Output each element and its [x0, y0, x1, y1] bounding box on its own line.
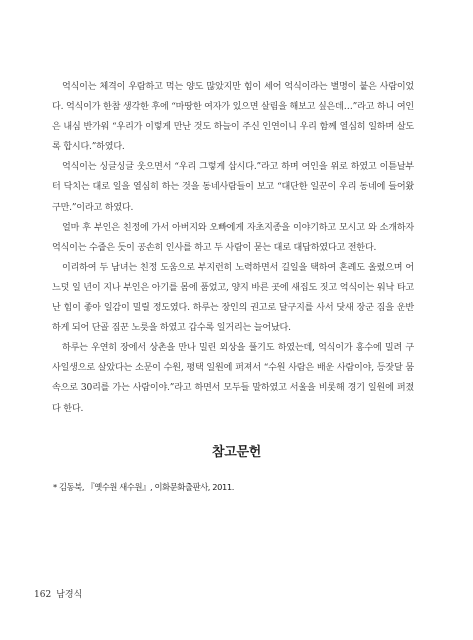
paragraph: 얼마 후 부인은 친정에 가서 아버지와 오빠에게 자초지종을 이야기하고 모시고 와 소개하자 억식이는 수줍은 듯이 공손히 인사를 하고 두 사람이 묻는 대로 대답하였다고 전한다. [52, 222, 414, 253]
paragraph: 억식이는 싱글싱글 웃으면서 “우리 그렇게 삽시다.”라고 하며 여인을 위로 하였고 이튿날부터 닥치는 대로 일을 열심히 하는 것을 동네사람들이 보고 “대단한 일꾼이 우리 동네에 들어왔구만.”이라고 하였다. [52, 162, 414, 213]
running-title: 남경식 [56, 590, 83, 600]
page-footer [34, 587, 82, 600]
reference-item: * 김동북, 『옛수원 새수원』, 이화문화출판사, 2011. [53, 482, 235, 492]
section-heading: 참고문헌 [211, 445, 262, 460]
body-text [52, 77, 414, 419]
paragraph: 이리하여 두 남녀는 친정 도움으로 부지런히 노력하면서 길일을 택하여 혼례도 올렸으며 어느덧 일 년이 지나 부인은 아기를 몸에 품었고, 양지 바른 곳에 새집도 짓고 억식이는 워낙 타고난 힘이 좋아 일감이 밀릴 정도였다. 하루는 장인의 권고로 달구지를 사서 닷새 장군 짐을 운반하게 되어 단골 짐꾼 노릇을 하였고 갑수록 일거리는 늘어났다. [52, 262, 414, 334]
paragraph: 하루는 우연히 장에서 상촌을 만나 밀린 외상을 풀기도 하였는데, 억식이가 홍수에 밀려 구사일생으로 살았다는 소문이 수원, 평택 일원에 퍼져서 “수원 사람은 배운 사람이야, 등잣달 뭄속으로 30리를 가는 사람이야.”라고 하면서 모두들 말하였고 서울을 비롯해 경기 일원에 퍼졌다 한다. [52, 343, 414, 414]
paragraph: 억식이는 체격이 우람하고 먹는 양도 많았지만 힘이 세어 억식이라는 별명이 붙은 사람이었다. 억식이가 한참 생각한 후에 “마땅한 여자가 있으면 살림을 해보고 싶은데…”라고 하니 여인은 내심 반가워 “우리가 이렇게 만난 것도 하늘이 주신 인연이니 우리 함께 열심히 일하며 살도록 합시다.”하였다. [52, 82, 414, 153]
page-number: 162 [34, 590, 52, 600]
